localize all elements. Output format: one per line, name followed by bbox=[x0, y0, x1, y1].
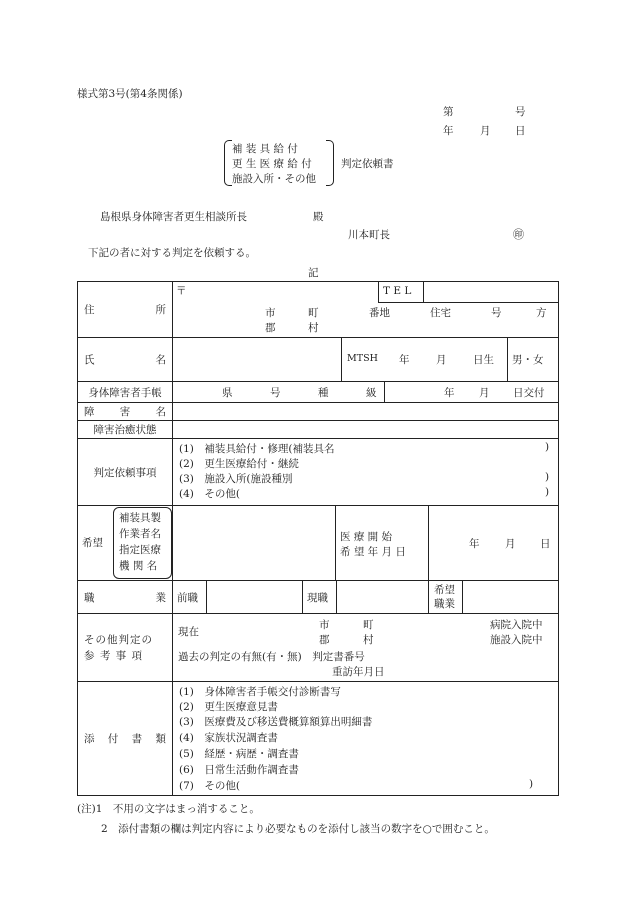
other-revisit: 重訪年月日 bbox=[332, 666, 385, 678]
wish-sub-4: 機 関 名 bbox=[119, 560, 158, 572]
start-month: 月 bbox=[505, 538, 516, 550]
handbook-label: 身体障害者手帳 bbox=[78, 382, 173, 403]
title-bracket-right bbox=[326, 140, 334, 186]
request-item-1: (1) 補装具給付・修理(補装具名 bbox=[179, 443, 335, 455]
birth-day: 日生 bbox=[473, 354, 494, 366]
title-bracket-left bbox=[224, 140, 232, 186]
wish-cell[interactable] bbox=[173, 506, 559, 581]
attachments-cell[interactable] bbox=[173, 682, 559, 796]
wish-label: 希望 bbox=[82, 537, 103, 549]
other-mura: 村 bbox=[363, 634, 374, 646]
name-label: 氏 名 bbox=[78, 338, 173, 382]
form-number: 様式第3号(第4条関係) bbox=[77, 88, 183, 100]
address-label: 住 所 bbox=[78, 282, 173, 338]
addressee: 島根県身体障害者更生相談所長 bbox=[100, 211, 247, 223]
request-items-label: 判定依頼事項 bbox=[78, 439, 173, 506]
wish-sub-3: 指定医療 bbox=[119, 544, 161, 556]
job-wish-1: 希望 bbox=[434, 584, 455, 596]
seal-mark: ㊞ bbox=[513, 228, 524, 241]
date-year: 年 bbox=[443, 125, 454, 137]
job-current: 現職 bbox=[307, 592, 328, 604]
handbook-cell[interactable] bbox=[173, 382, 559, 403]
doc-number-go: 号 bbox=[515, 106, 526, 118]
name-cell[interactable] bbox=[173, 338, 559, 382]
birth-month: 月 bbox=[436, 354, 447, 366]
referral-form-table bbox=[77, 281, 559, 796]
disability-label: 障 害 名 bbox=[78, 403, 173, 421]
other-hospital: 病院入院中 bbox=[490, 619, 543, 631]
request-item-2: (2) 更生医療給付・継続 bbox=[179, 458, 299, 470]
address-mura: 村 bbox=[308, 322, 319, 334]
cure-status-cell[interactable] bbox=[173, 421, 559, 439]
address-cell[interactable] bbox=[173, 282, 559, 338]
note-1: (注)1 不用の文字はまっ消すること。 bbox=[77, 803, 260, 815]
start-label-1: 医 療 開 始 bbox=[340, 531, 393, 543]
handbook-year: 年 bbox=[444, 387, 455, 399]
request-text: 下記の者に対する判定を依頼する。 bbox=[88, 247, 256, 259]
other-label-2: 参 考 事 項 bbox=[84, 650, 144, 662]
sender: 川本町長 bbox=[348, 229, 390, 241]
handbook-issued: 日交付 bbox=[513, 387, 545, 399]
title-option-1: 補 装 具 給 付 bbox=[232, 143, 298, 155]
date-month: 月 bbox=[480, 125, 491, 137]
job-label: 職 業 bbox=[78, 581, 173, 614]
request-close-1: ) bbox=[545, 441, 550, 453]
start-year: 年 bbox=[469, 538, 480, 550]
attach-item-4: (4) 家族状況調査書 bbox=[179, 732, 278, 744]
wish-sub-2: 作業者名 bbox=[119, 528, 161, 540]
job-prev: 前職 bbox=[177, 592, 198, 604]
attach-item-7: (7) その他( bbox=[179, 780, 240, 792]
address-go: 号 bbox=[491, 307, 502, 319]
date-day: 日 bbox=[515, 125, 526, 137]
address-banchi: 番地 bbox=[369, 307, 390, 319]
other-label-cell bbox=[78, 614, 173, 682]
note-2: 2 添付書類の欄は判定内容により必要なものを添付し該当の数字を○で囲むこと。 bbox=[101, 823, 495, 835]
birth-era: MTSH bbox=[347, 353, 378, 364]
attach-item-6: (6) 日常生活動作調査書 bbox=[179, 764, 299, 776]
handbook-go: 号 bbox=[270, 387, 281, 399]
address-kata: 方 bbox=[536, 307, 547, 319]
sex-options: 男・女 bbox=[512, 354, 544, 366]
start-day: 日 bbox=[540, 538, 551, 550]
job-wish-2: 職業 bbox=[434, 598, 455, 610]
cure-status-label: 障害治癒状態 bbox=[78, 421, 173, 439]
other-label-1: その他判定の bbox=[84, 634, 153, 646]
attachments-label: 添 付 書 類 bbox=[78, 682, 173, 796]
other-machi: 町 bbox=[363, 619, 374, 631]
addressee-dono: 殿 bbox=[313, 211, 324, 223]
title-suffix: 判定依頼書 bbox=[341, 158, 394, 170]
postal-mark: 〒 bbox=[176, 285, 187, 297]
attach-close-7: ) bbox=[529, 778, 534, 790]
title-option-3: 施設入所・その他 bbox=[232, 173, 316, 185]
other-now: 現在 bbox=[178, 626, 199, 638]
other-shi: 市 bbox=[319, 619, 330, 631]
title-option-2: 更 生 医 療 給 付 bbox=[232, 158, 312, 170]
request-item-3: (3) 施設入所(施設種別 bbox=[179, 473, 293, 485]
request-item-4: (4) その他( bbox=[179, 488, 240, 500]
request-items-cell[interactable] bbox=[173, 439, 559, 506]
address-gun: 郡 bbox=[265, 322, 276, 334]
disability-cell[interactable] bbox=[173, 403, 559, 421]
request-close-3: ) bbox=[545, 471, 550, 483]
wish-label-cell bbox=[78, 506, 173, 581]
other-facility: 施設入院中 bbox=[490, 634, 543, 646]
ki-label: 記 bbox=[308, 267, 319, 279]
other-past: 過去の判定の有無(有・無) 判定書番号 bbox=[178, 651, 365, 663]
attach-item-1: (1) 身体障害者手帳交付診断書写 bbox=[179, 686, 341, 698]
other-cell[interactable] bbox=[173, 614, 559, 682]
attach-item-5: (5) 経歴・病歴・調査書 bbox=[179, 748, 299, 760]
handbook-ken: 県 bbox=[222, 387, 233, 399]
handbook-month: 月 bbox=[479, 387, 490, 399]
attach-item-2: (2) 更生医療意見書 bbox=[179, 701, 278, 713]
job-cell[interactable] bbox=[173, 581, 559, 614]
address-shi: 市 bbox=[265, 307, 276, 319]
birth-year: 年 bbox=[399, 354, 410, 366]
attach-item-3: (3) 医療費及び移送費概算額算出明細書 bbox=[179, 716, 373, 728]
other-gun: 郡 bbox=[319, 634, 330, 646]
request-close-4: ) bbox=[545, 486, 550, 498]
start-label-2: 希 望 年 月 日 bbox=[340, 546, 406, 558]
handbook-kyu: 級 bbox=[366, 387, 377, 399]
doc-number-dai: 第 bbox=[443, 106, 454, 118]
handbook-shu: 種 bbox=[318, 387, 329, 399]
address-machi: 町 bbox=[308, 307, 319, 319]
wish-sub-1: 補装具製 bbox=[119, 512, 161, 524]
tel-label: T E L bbox=[383, 285, 412, 297]
address-jutaku: 住宅 bbox=[430, 307, 451, 319]
